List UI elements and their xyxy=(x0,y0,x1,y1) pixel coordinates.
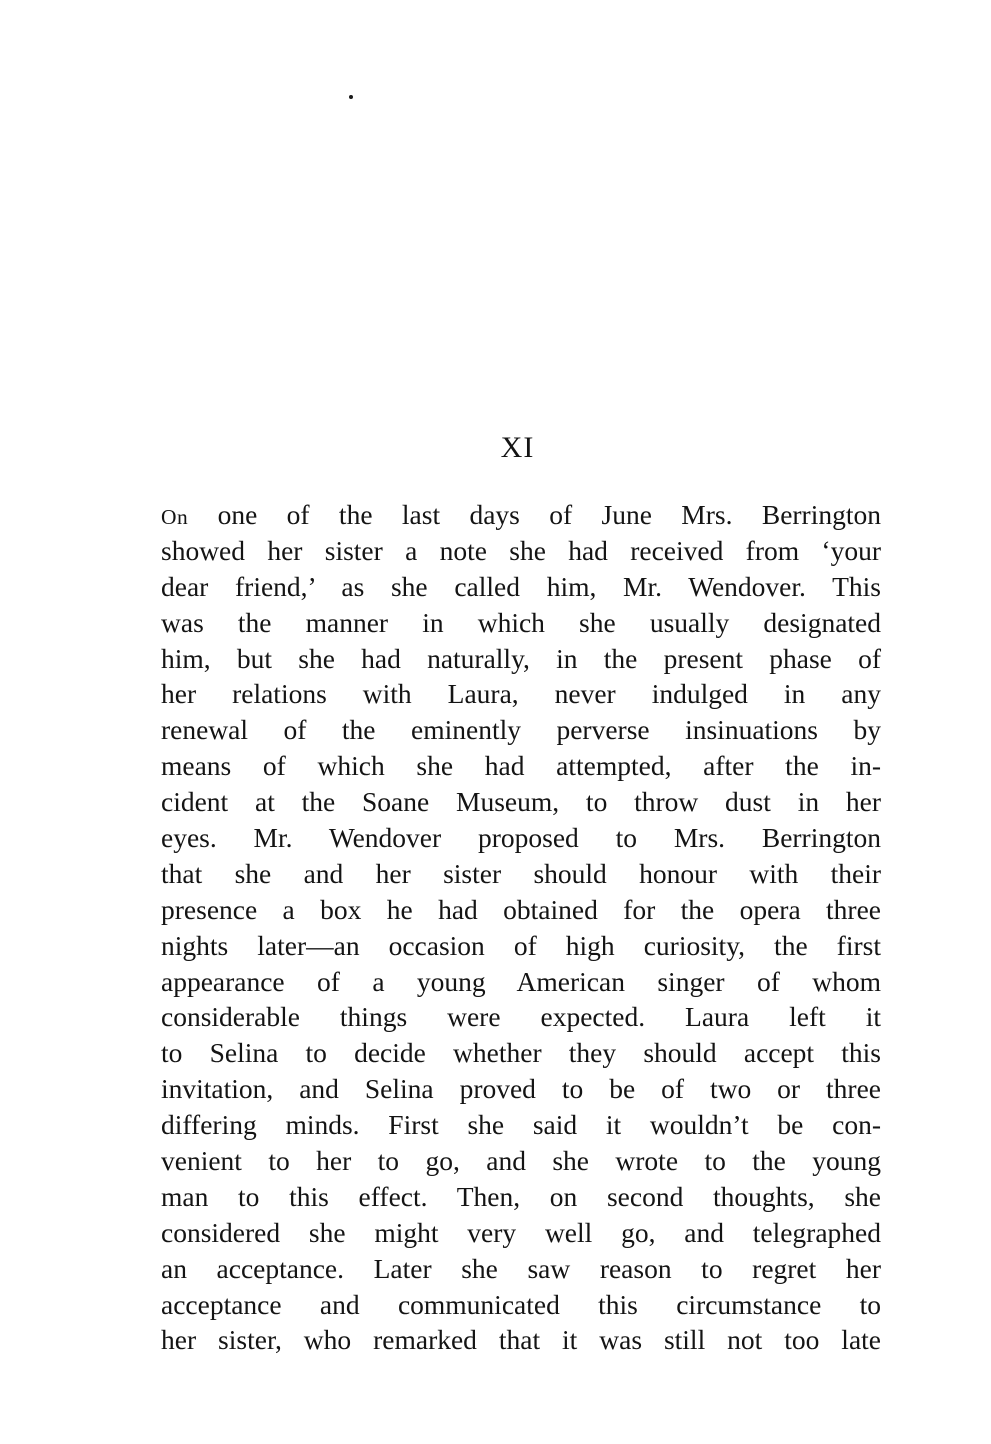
text-line: appearance of a young American singer of whom xyxy=(161,965,881,997)
text-line: eyes. Mr. Wendover proposed to Mrs. Berrington xyxy=(161,822,881,854)
text-line: differing minds. First she said it wouldn’t be con- xyxy=(161,1109,881,1141)
text-line: her relations with Laura, never indulged in any xyxy=(161,678,881,710)
text-line: dear friend,’ as she called him, Mr. Wendover. This xyxy=(161,570,881,602)
opening-word: On xyxy=(161,505,189,529)
text-line: showed her sister a note she had received from ‘your xyxy=(161,534,881,566)
text-line: venient to her to go, and she wrote to the young xyxy=(161,1145,881,1177)
text-line: cident at the Soane Museum, to throw dust in her xyxy=(161,786,881,818)
chapter-heading: XI xyxy=(500,431,535,464)
text-line: was the manner in which she usually designated xyxy=(161,606,881,638)
text-line: an acceptance. Later she saw reason to regret her xyxy=(161,1252,881,1284)
text-line: him, but she had naturally, in the present phase of xyxy=(161,642,881,674)
chapter-body xyxy=(161,497,881,1358)
text-line: nights later—an occasion of high curiosity, the first xyxy=(161,929,881,961)
text-line: considered she might very well go, and telegraphed xyxy=(161,1216,881,1248)
text-line xyxy=(161,497,881,533)
text-line: to Selina to decide whether they should accept this xyxy=(161,1037,881,1069)
text-line: her sister, who remarked that it was still not too late xyxy=(161,1324,881,1356)
text-line: that she and her sister should honour with their xyxy=(161,857,881,889)
text-line: presence a box he had obtained for the opera three xyxy=(161,893,881,925)
first-line-rest: one of the last days of June Mrs. Berrington xyxy=(188,499,881,530)
text-line: means of which she had attempted, after the in- xyxy=(161,750,881,782)
text-line: man to this effect. Then, on second thoughts, she xyxy=(161,1180,881,1212)
text-line: considerable things were expected. Laura left it xyxy=(161,1001,881,1033)
text-line: renewal of the eminently perverse insinuations by xyxy=(161,714,881,746)
text-line: invitation, and Selina proved to be of two or three xyxy=(161,1073,881,1105)
text-line: acceptance and communicated this circumstance to xyxy=(161,1288,881,1320)
ink-speck xyxy=(349,95,353,99)
